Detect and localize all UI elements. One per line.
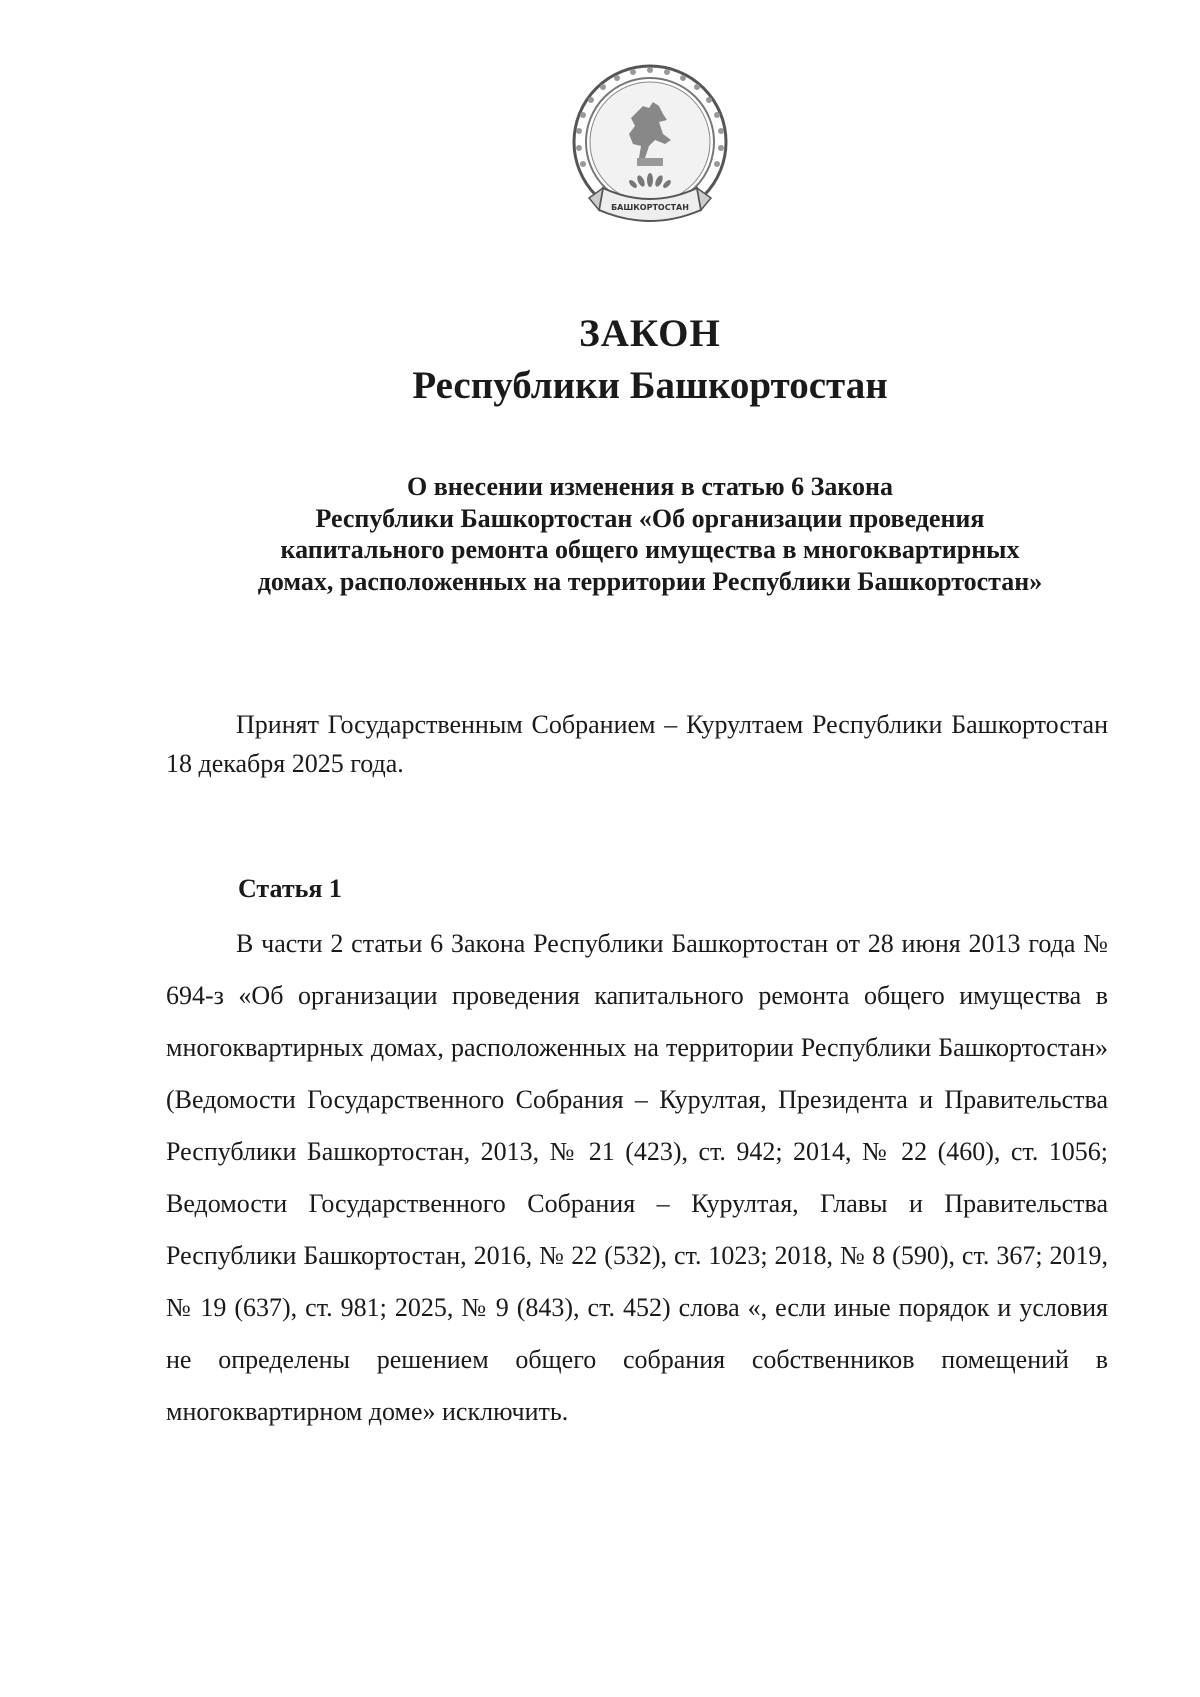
heading-line: Республики Башкортостан «Об организации проведения (315, 503, 985, 533)
adoption-paragraph: Принят Государственным Собранием – Курултаем Республики Башкортостан 18 декабря 2025 года. (166, 710, 1108, 778)
article-paragraph: В части 2 статьи 6 Закона Республики Башкортостан от 28 июня 2013 года № 694-з «Об организации проведения капитального ремонта общего имущества в многоквартирных домах, расположенных на территории Республики Башкортостан» (Ведомости Государственного Собрания – Курултая, Президента и Правительства Республики Башкортостан, 2013, № 21 (423), ст. 942; 2014, № 22 (460), ст. 1056; Ведомости Государственного Собрания – Курултая, Главы и Правительства Республики Башкортостан, 2016, № 22 (532), ст. 1023; 2018, № 8 (590), ст. 367; 2019, № 19 (637), ст. 981; 2025, № 9 (843), ст. 452) слова «, если иные порядок и условия не определены решением общего собрания собственников помещений в многоквартирном доме» исключить. (166, 929, 1108, 1426)
heading-line: О внесении изменения в статью 6 Закона (406, 472, 894, 501)
heading-line: капитального ремонта общего имущества в многоквартирных (280, 535, 1020, 564)
law-title: ЗАКОН (579, 312, 721, 355)
coat-of-arms-icon (567, 60, 733, 246)
emblem-ribbon-text: БАШКОРТОСТАН (611, 203, 689, 212)
article-heading: Статья 1 (238, 874, 342, 903)
law-subtitle: Республики Башкортостан (412, 364, 888, 407)
heading-line: домах, расположенных на территории Республики Башкортостан» (257, 566, 1043, 596)
document-heading (160, 471, 1140, 597)
